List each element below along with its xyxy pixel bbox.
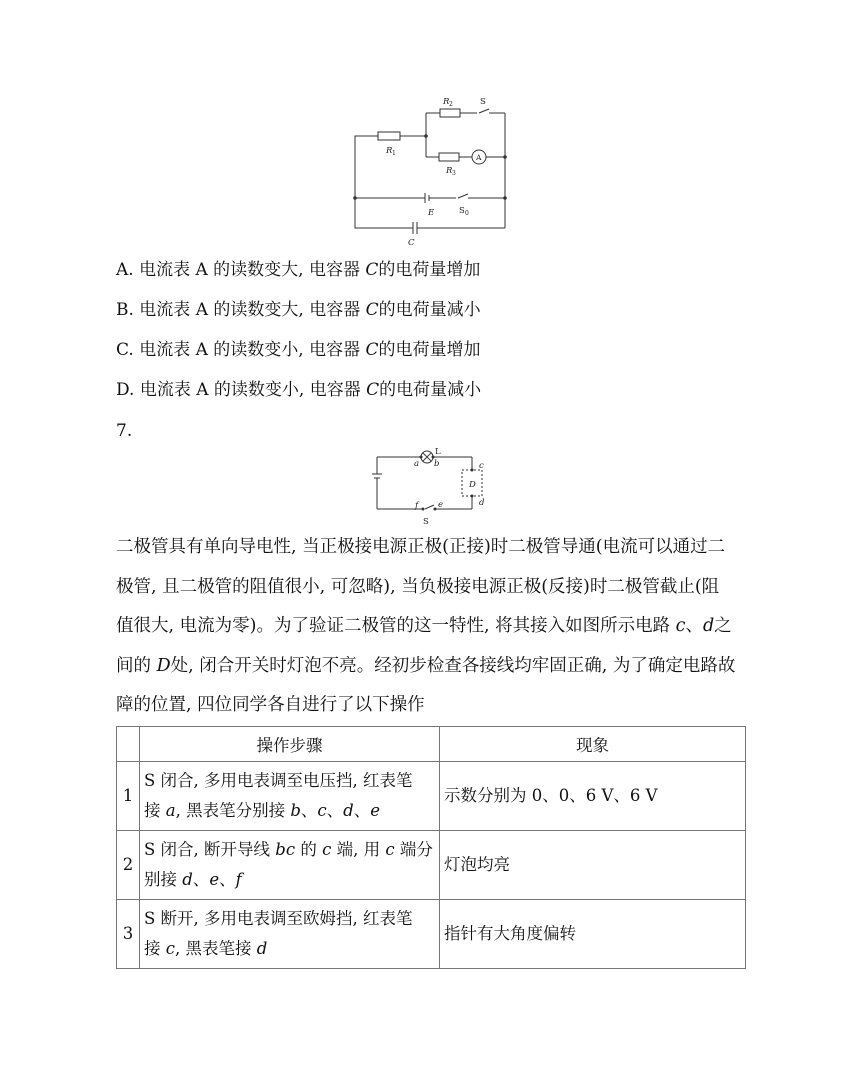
row-2-text: 端分 [394, 840, 433, 859]
paragraph-line-2: 极管, 且二极管的阻值很小, 可忽略), 当负极接电源正极(反接)时二极管截止(阻 [116, 576, 720, 597]
row-3-text: 接 [144, 939, 166, 958]
row-1-step-line-1: S 闭合, 多用电表调至电压挡, 红表笔 [144, 771, 413, 790]
label-switch: S [423, 517, 429, 527]
row-1-step-line-2 [144, 796, 435, 826]
paragraph-var-d: d [702, 616, 715, 636]
label-r1-sub: 1 [392, 150, 396, 157]
paragraph-var-c: c [675, 616, 686, 636]
row-3-step-line-2 [144, 934, 435, 964]
resistor-r2 [440, 109, 460, 117]
header-num [117, 727, 140, 762]
row-1-var-a: a [165, 801, 176, 820]
label-switch-s0: S [459, 206, 465, 216]
option-a [116, 259, 480, 281]
row-3-num: 3 [117, 900, 140, 969]
header-phenomenon: 现象 [440, 727, 746, 762]
label-d: d [479, 498, 485, 508]
row-2-num: 2 [117, 831, 140, 900]
row-2-var-c: c [385, 840, 395, 859]
row-1-sep: 、 [326, 801, 344, 820]
option-b [116, 299, 481, 321]
option-b-var: C [365, 300, 379, 320]
table-row [117, 762, 746, 831]
row-1-num: 1 [117, 762, 140, 831]
row-2-text: 端, 用 [331, 840, 386, 859]
label-emf: E [428, 208, 435, 218]
row-2-sep: 、 [192, 870, 210, 889]
option-c-var: C [365, 340, 379, 360]
label-diode: D [469, 480, 476, 490]
row-2-text: S 闭合, 断开导线 [144, 840, 276, 859]
row-3-step [140, 900, 440, 969]
row-1-sep: 、 [300, 801, 318, 820]
table-header-row [117, 727, 746, 762]
label-c: c [479, 461, 484, 471]
option-b-text-pre: B. 电流表 A 的读数变大, 电容器 [116, 300, 366, 320]
option-d [116, 379, 481, 401]
row-1-var-d: d [343, 801, 354, 820]
paragraph-var-diode: D [156, 655, 171, 676]
paragraph-line-1: 二极管具有单向导电性, 当正极接电源正极(正接)时二极管导通(电流可以通过二 [116, 537, 726, 557]
question-7-paragraph [116, 528, 748, 726]
row-1-var-e: e [370, 801, 380, 820]
paragraph-line-3 [116, 607, 748, 647]
row-1-phenomenon: 示数分别为 0、0、6 V、6 V [440, 762, 746, 831]
row-3-var-d: d [256, 939, 268, 958]
resistor-r1 [378, 132, 400, 140]
row-2-var-c: c [322, 840, 332, 859]
option-c-text-pre: C. 电流表 A 的读数变小, 电容器 [116, 340, 366, 360]
option-d-text-post: 的电荷量减小 [379, 380, 482, 400]
row-2-text: 别接 [144, 870, 183, 889]
option-c [116, 339, 481, 361]
row-2-step-line-2 [144, 865, 435, 895]
label-r3-sub: 3 [452, 170, 456, 177]
table-row [117, 900, 746, 969]
row-2-var-d: d [182, 870, 193, 889]
label-e: e [438, 500, 444, 510]
option-d-text-pre: D. 电流表 A 的读数变小, 电容器 [116, 380, 367, 400]
operations-table [116, 726, 746, 969]
row-2-var-e: e [209, 870, 220, 889]
row-1-step [140, 762, 440, 831]
label-capacitor: C [408, 238, 415, 248]
option-b-text-post: 的电荷量减小 [378, 300, 481, 320]
row-2-var-bc: bc [275, 840, 296, 859]
label-r3: R [446, 166, 453, 176]
label-lamp: L [435, 448, 441, 457]
paragraph-line-4-b: 处, 闭合开关时灯泡不亮。经初步检查各接线均牢固正确, 为了确定电路故 [170, 655, 736, 676]
label-ammeter: A [476, 153, 482, 162]
option-c-text-post: 的电荷量增加 [378, 340, 481, 360]
row-3-text: , 黑表笔接 [175, 939, 257, 958]
row-3-phenomenon: 指针有大角度偏转 [440, 900, 746, 969]
row-2-step-line-1 [144, 835, 435, 865]
question-7-number: 7. [116, 421, 133, 441]
row-1-sep: 、 [353, 801, 371, 820]
label-r2-sub: 2 [449, 101, 453, 108]
row-3-var-c: c [165, 939, 175, 958]
paragraph-line-3-b: 、 [685, 616, 703, 636]
label-r1: R [386, 146, 393, 156]
circuit-diagram-1 [350, 92, 520, 250]
row-2-step [140, 831, 440, 900]
row-1-text: 接 [144, 801, 166, 820]
row-2-phenomenon: 灯泡均亮 [440, 831, 746, 900]
switch [425, 505, 434, 509]
resistor-r3 [439, 153, 459, 161]
label-a: a [414, 459, 420, 469]
row-2-sep: 、 [219, 870, 236, 889]
option-d-var: C [366, 380, 380, 400]
row-3-step-line-1: S 断开, 多用电表调至欧姆挡, 红表笔 [144, 909, 413, 928]
row-2-var-f: f [235, 870, 242, 889]
option-a-text-pre: A. 电流表 A 的读数变大, 电容器 [116, 260, 366, 280]
switch-s [479, 109, 489, 113]
header-step: 操作步骤 [140, 727, 440, 762]
row-1-var-b: b [290, 801, 301, 820]
label-r2: R [443, 97, 450, 107]
row-1-var-c: c [317, 801, 327, 820]
table-row [117, 831, 746, 900]
label-f: f [415, 501, 419, 511]
label-b: b [434, 459, 440, 469]
option-a-var: C [365, 260, 379, 280]
paragraph-line-3-a: 值很大, 电流为零)。为了验证二极管的这一特性, 将其接入如图所示电路 [116, 616, 676, 636]
row-1-text: , 黑表笔分别接 [175, 801, 291, 820]
label-s0-sub: 0 [465, 210, 469, 217]
paragraph-line-4 [116, 647, 748, 687]
row-2-text: 的 [295, 840, 323, 859]
switch-s0 [458, 194, 468, 198]
paragraph-line-5: 障的位置, 四位同学各自进行了以下操作 [116, 695, 425, 715]
paragraph-line-4-a: 间的 [116, 655, 157, 676]
option-a-text-post: 的电荷量增加 [378, 260, 481, 280]
label-switch-s: S [480, 97, 486, 107]
paragraph-line-3-c: 之 [714, 616, 732, 636]
circuit-diagram-2 [368, 448, 498, 532]
